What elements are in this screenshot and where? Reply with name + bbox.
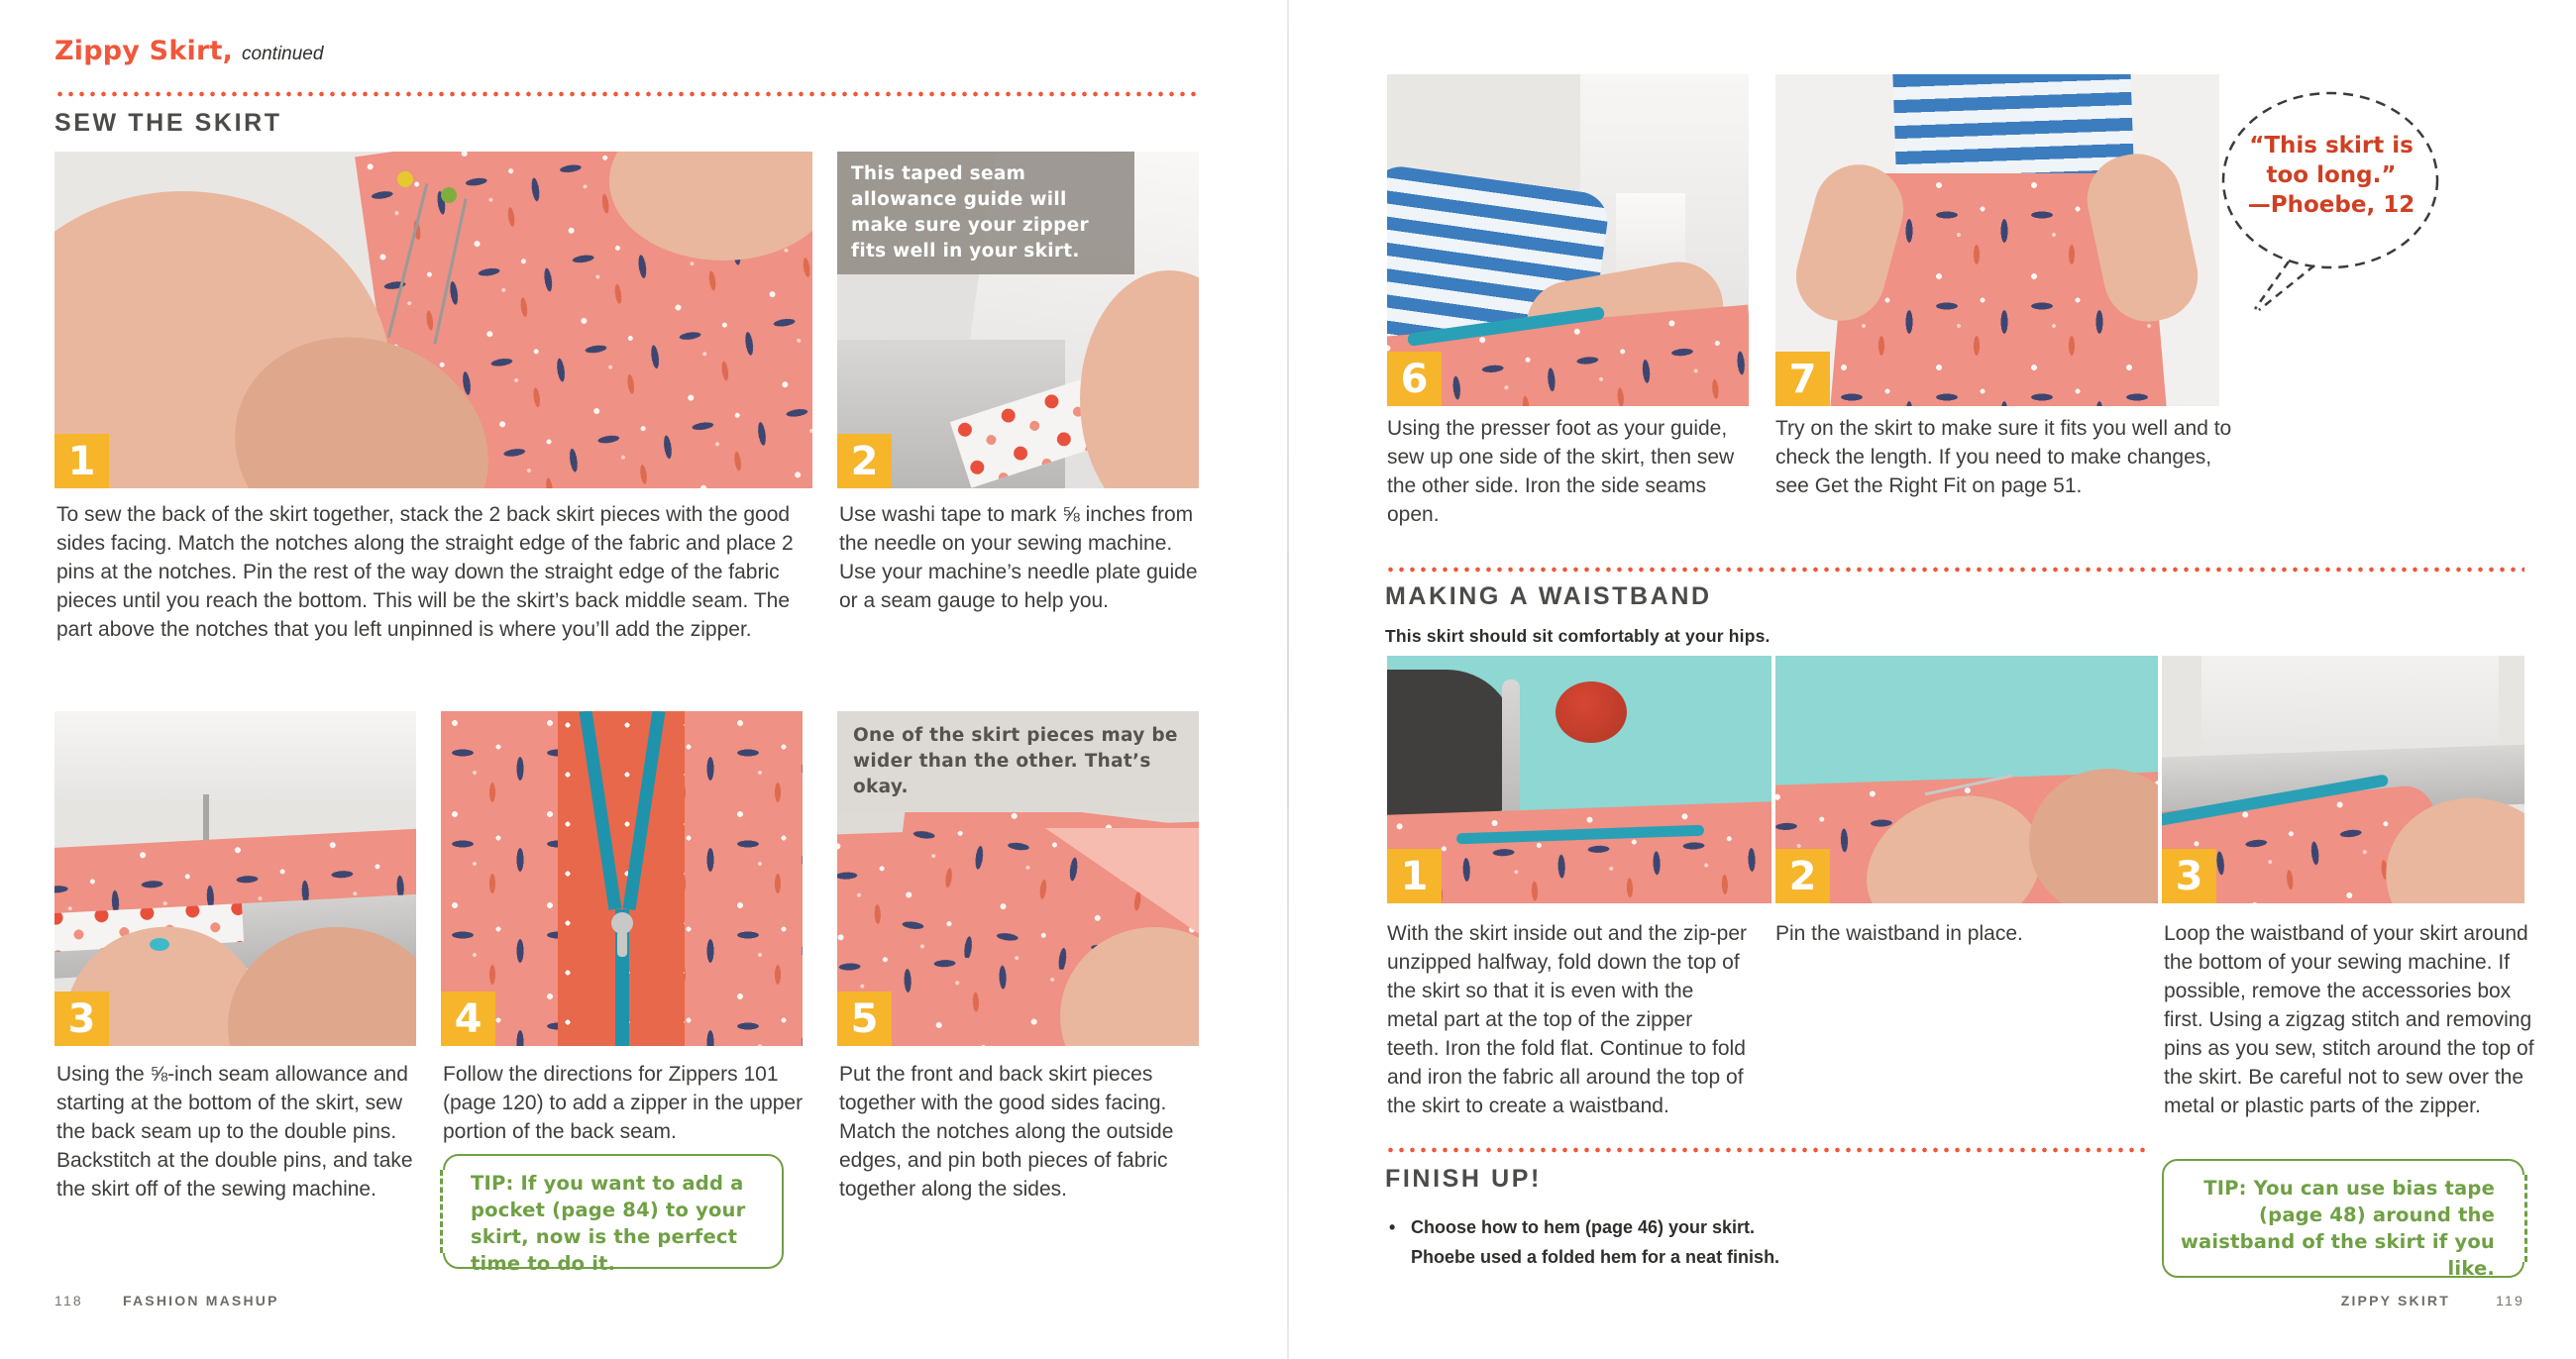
tip-box-bias-tape bbox=[2162, 1159, 2524, 1278]
waistband-step3-caption: Loop the waistband of your skirt around the bottom of your sewing machine. If possible, remove the accessories box first. Using a zigzag stitch and removing pins as you sew, stitch around the top of the skirt. Be careful not to sew over the metal or plastic parts of the zipper. bbox=[2164, 922, 2534, 1117]
step-number-badge: 2 bbox=[837, 434, 892, 488]
page-number: 118 bbox=[54, 1293, 83, 1308]
chapter-footer-title: ZIPPY SKIRT bbox=[2340, 1293, 2450, 1308]
photo-note: One of the skirt pieces may be wider than the other. That’s okay. bbox=[837, 711, 1199, 812]
step-number-badge: 1 bbox=[54, 434, 109, 488]
sewing-machine-graphic bbox=[54, 711, 416, 800]
finish-bullet bbox=[1389, 1212, 2003, 1272]
teal-nail-graphic bbox=[150, 938, 169, 951]
step-number-badge: 7 bbox=[1775, 352, 1830, 406]
photo-step1-pinning bbox=[54, 152, 812, 488]
bubble-line: too long.” bbox=[2266, 162, 2397, 188]
chapter-title: Zippy Skirt, bbox=[54, 36, 234, 66]
bubble-line: “This skirt is bbox=[2249, 133, 2414, 158]
step4-caption: Follow the directions for Zippers 101 (page 120) to add a zipper in the upper portion of the back seam. bbox=[443, 1063, 804, 1143]
photo-waistband3-zigzag bbox=[2162, 656, 2524, 903]
section-heading-finish: FINISH UP! bbox=[1385, 1165, 1542, 1193]
footer-right bbox=[2162, 1293, 2524, 1308]
step2-caption: Use washi tape to mark ⅝ inches from the needle on your sewing machine. Use your machine’s needle plate guide or a seam gauge to help you. bbox=[839, 503, 1198, 612]
stitch-border bbox=[440, 1170, 447, 1253]
pincushion-graphic bbox=[1556, 681, 1627, 743]
photo-note: This taped seam allowance guide will make sure your zipper fits well in your skirt. bbox=[837, 152, 1134, 274]
tip-body: If you want to add a pocket (page 84) to your skirt, now is the perfect time to do it. bbox=[471, 1172, 746, 1275]
page-number: 119 bbox=[2496, 1293, 2524, 1308]
dotted-divider bbox=[1385, 567, 2524, 573]
waistband-subheading: This skirt should sit comfortably at your hips. bbox=[1385, 626, 1771, 646]
step-number-badge: 5 bbox=[837, 992, 892, 1046]
waistband-step1-caption: With the skirt inside out and the zip-per unzipped halfway, fold down the top of the skirt so that it is even with the metal part at the top of the zipper teeth. Iron the fold flat. Continue to fold and iron the fabric all around the top of the skirt to create a waistband. bbox=[1387, 922, 1748, 1117]
step-number-badge: 2 bbox=[1775, 849, 1830, 903]
step5-caption: Put the front and back skirt pieces together with the good sides facing. Match the notches along the outside edges, and pin both pieces of fabric together along the sides. bbox=[839, 1063, 1174, 1201]
book-title: FASHION MASHUP bbox=[123, 1293, 279, 1308]
step7-caption: Try on the skirt to make sure it fits you well and to check the length. If you need to make changes, see Get the Right Fit on page 51. bbox=[1775, 417, 2232, 497]
photo-step5-stack-pieces bbox=[837, 711, 1199, 1046]
fabric-swatch bbox=[1387, 801, 1771, 903]
waistband-step2-caption: Pin the waistband in place. bbox=[1775, 922, 2023, 945]
finish-bullet-line2: Phoebe used a folded hem for a neat finish. bbox=[1411, 1247, 1780, 1267]
page-header bbox=[54, 36, 323, 66]
pin-head-green bbox=[441, 187, 457, 203]
step-number-badge: 6 bbox=[1387, 352, 1442, 406]
page-gutter bbox=[1287, 0, 1289, 1359]
speech-bubble-text bbox=[2237, 131, 2425, 220]
pin-head-yellow bbox=[397, 171, 413, 187]
sewing-machine-graphic bbox=[2201, 656, 2499, 755]
dotted-divider bbox=[1385, 1147, 2150, 1153]
photo-step3-sewing-seam bbox=[54, 711, 416, 1046]
bullet-glyph: • bbox=[1389, 1217, 1396, 1237]
step-number-badge: 1 bbox=[1387, 849, 1442, 903]
photo-step7-try-on bbox=[1775, 74, 2219, 406]
photo-waistband2-pinning bbox=[1775, 656, 2158, 903]
step1-caption: To sew the back of the skirt together, stack the 2 back skirt pieces with the good sides facing. Match the notches along the straight edge of the fabric and place 2 pins at the notches. Pin the rest of the way down the straight edge of the fabric pieces until you reach the bottom. This will be the skirt’s back middle seam. The part above the notches that you left unpinned is where you’ll add the zipper. bbox=[56, 503, 794, 641]
tip-label: TIP: bbox=[471, 1172, 514, 1195]
section-heading-sew: SEW THE SKIRT bbox=[54, 109, 282, 137]
photo-waistband1-iron bbox=[1387, 656, 1771, 903]
step-number-badge: 3 bbox=[2162, 849, 2216, 903]
dotted-divider bbox=[54, 91, 1201, 97]
bubble-line: —Phoebe, 12 bbox=[2247, 192, 2415, 218]
photo-step4-zipper bbox=[441, 711, 803, 1046]
footer-left bbox=[54, 1293, 279, 1308]
chapter-title-suffix: continued bbox=[242, 44, 324, 64]
photo-step6-sewing-side bbox=[1387, 74, 1749, 406]
section-heading-waistband: MAKING A WAISTBAND bbox=[1385, 582, 1712, 610]
tip-body: You can use bias tape (page 48) around the waistband of the skirt if you like. bbox=[2180, 1177, 2495, 1280]
step-number-badge: 4 bbox=[441, 992, 495, 1046]
step-number-badge: 3 bbox=[54, 992, 109, 1046]
step3-caption: Using the ⅝-inch seam allowance and starting at the bottom of the skirt, sew the back seam up to the double pins. Backstitch at the double pins, and take the skirt off of the sewing machine. bbox=[56, 1063, 413, 1201]
step6-caption: Using the presser foot as your guide, sew up one side of the skirt, then sew the other side. Iron the side seams open. bbox=[1387, 417, 1735, 526]
stitch-border bbox=[2521, 1175, 2527, 1262]
photo-step2-washi-tape bbox=[837, 152, 1199, 488]
iron-soleplate-graphic bbox=[1502, 680, 1520, 828]
tip-box-pocket bbox=[443, 1154, 784, 1275]
finish-bullet-line1: Choose how to hem (page 46) your skirt. bbox=[1411, 1217, 1756, 1237]
tip-label: TIP: bbox=[2203, 1177, 2247, 1200]
